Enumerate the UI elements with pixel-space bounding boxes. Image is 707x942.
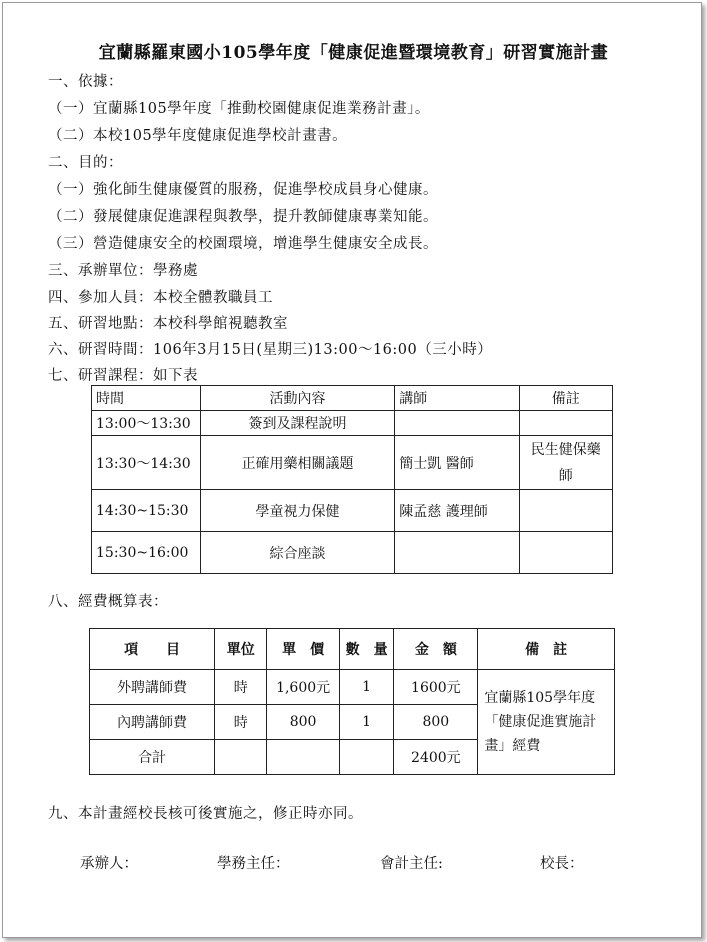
- header-amount: 金 額: [394, 629, 478, 670]
- budget-table: [89, 628, 615, 775]
- row-activity: 學童視力保健: [200, 490, 394, 532]
- header-item: 項 目: [90, 629, 215, 670]
- row-activity: 簽到及課程說明: [200, 411, 394, 436]
- row-note: [519, 532, 612, 574]
- purpose-item-3: （三）營造健康安全的校園環境，增進學生健康安全成長。: [48, 236, 438, 252]
- table-row: [92, 532, 613, 574]
- table-row: [92, 411, 613, 436]
- budget-note: 宜蘭縣105學年度「健康促進實施計畫」經費: [478, 670, 615, 775]
- row-time: 13:00～13:30: [92, 411, 201, 436]
- row-item: 內聘講師費: [90, 705, 215, 740]
- header-activity: 活動內容: [200, 386, 394, 411]
- row-item: 合計: [90, 740, 215, 775]
- row-unit: 時: [215, 705, 267, 740]
- header-quantity: 數 量: [339, 629, 394, 670]
- row-activity: 正確用藥相關議題: [200, 436, 394, 490]
- signature-accounting: 會計主任:: [380, 856, 443, 872]
- row-amount: 2400元: [394, 740, 478, 775]
- venue-line: 五、研習地點：本校科學館視聽教室: [48, 316, 288, 332]
- budget-heading: 八、經費概算表：: [48, 594, 168, 610]
- row-note: [519, 411, 612, 436]
- row-amount: 1600元: [394, 670, 478, 705]
- time-line: 六、研習時間：106年3月15日(星期三)13:00～16:00（三小時）: [48, 342, 493, 358]
- purpose-item-1: （一）強化師生健康優質的服務，促進學校成員身心健康。: [48, 182, 438, 198]
- row-amount: 800: [394, 705, 478, 740]
- row-lecturer: 陳孟慈 護理師: [395, 490, 519, 532]
- signature-student-affairs: 學務主任：: [217, 856, 290, 872]
- basis-heading: 一、依據：: [48, 74, 123, 90]
- header-lecturer: 講師: [395, 386, 519, 411]
- table-row: [90, 670, 615, 705]
- header-note: 備 註: [478, 629, 615, 670]
- approval-line: 九、本計畫經校長核可後實施之，修正時亦同。: [48, 806, 363, 822]
- table-row: [92, 436, 613, 490]
- row-quantity: 1: [339, 705, 394, 740]
- header-note: 備註: [519, 386, 612, 411]
- participants-line: 四、參加人員：本校全體教職員工: [48, 290, 273, 306]
- basis-item-1: （一）宜蘭縣105學年度「推動校園健康促進業務計畫」。: [48, 101, 430, 117]
- header-time: 時間: [92, 386, 201, 411]
- basis-item-2: （二）本校105學年度健康促進學校計畫書。: [48, 128, 348, 144]
- row-note: 民生健保藥師: [519, 436, 612, 490]
- row-price: 800: [267, 705, 339, 740]
- header-price: 單 價: [267, 629, 339, 670]
- signature-principal: 校長：: [540, 856, 584, 872]
- row-activity: 綜合座談: [200, 532, 394, 574]
- header-unit: 單位: [215, 629, 267, 670]
- table-header-row: [92, 386, 613, 411]
- table-row: [92, 490, 613, 532]
- row-time: 13:30～14:30: [92, 436, 201, 490]
- row-price: 1,600元: [267, 670, 339, 705]
- row-note: [519, 490, 612, 532]
- row-quantity: [339, 740, 394, 775]
- row-time: 15:30~16:00: [92, 532, 201, 574]
- row-item: 外聘講師費: [90, 670, 215, 705]
- course-heading: 七、研習課程：如下表: [48, 368, 198, 384]
- purpose-heading: 二、目的：: [48, 155, 123, 171]
- signature-handler: 承辦人：: [80, 856, 138, 872]
- row-unit: 時: [215, 670, 267, 705]
- row-unit: [215, 740, 267, 775]
- row-lecturer: [395, 532, 519, 574]
- course-table: [91, 385, 613, 574]
- row-lecturer: [395, 411, 519, 436]
- row-quantity: 1: [339, 670, 394, 705]
- row-time: 14:30~15:30: [92, 490, 201, 532]
- purpose-item-2: （二）發展健康促進課程與教學，提升教師健康專業知能。: [48, 209, 438, 225]
- organizer-line: 三、承辦單位：學務處: [48, 263, 198, 279]
- row-price: [267, 740, 339, 775]
- table-header-row: [90, 629, 615, 670]
- row-lecturer: 簡士凱 醫師: [395, 436, 519, 490]
- document-title: 宜蘭縣羅東國小105學年度「健康促進暨環境教育」研習實施計畫: [98, 43, 609, 63]
